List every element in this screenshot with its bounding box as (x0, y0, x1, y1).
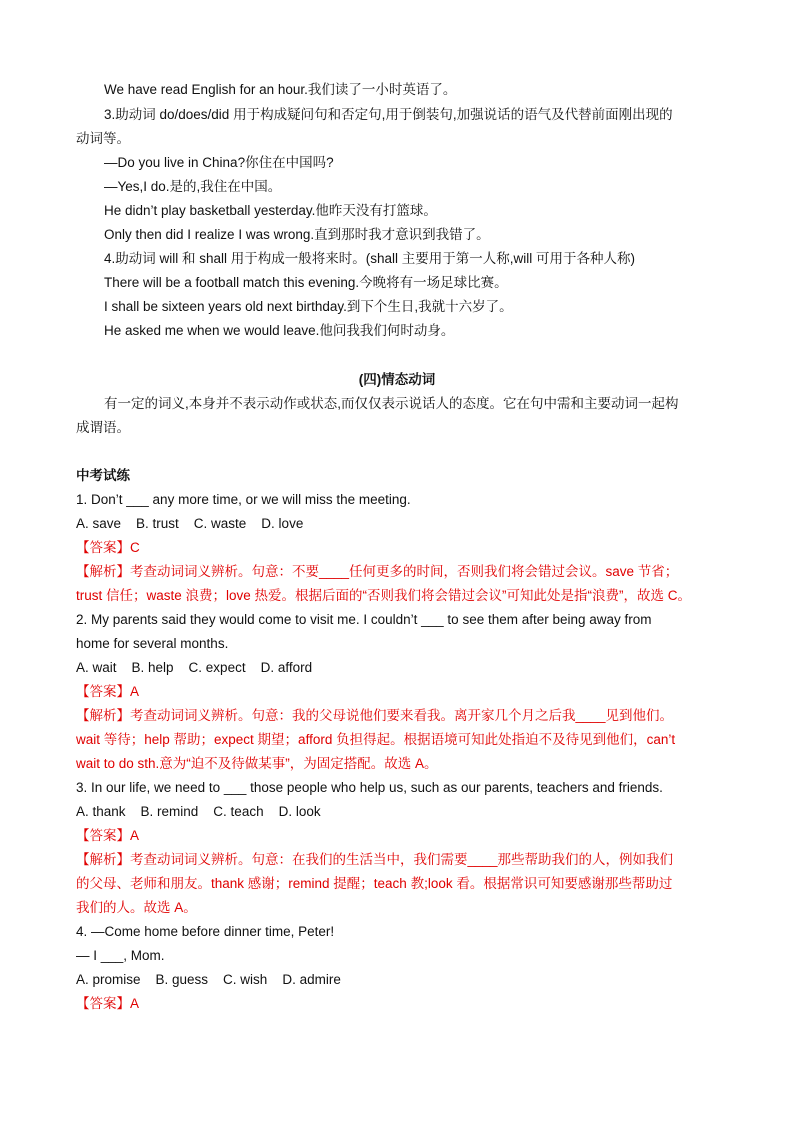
analysis-text: 【解析】考查动词词义辨析。句意：在我们的生活当中，我们需要____那些帮助我们的人，例如我们 (76, 852, 674, 867)
question-options: A. save B. trust C. waste D. love (76, 516, 304, 531)
question-options: A. wait B. help C. expect D. afford (76, 660, 313, 675)
grammar-example-line: He didn’t play basketball yesterday.他昨天没有打篮球。 (104, 203, 437, 218)
question-stem: 1. Don’t ___ any more time, or we will miss the meeting. (76, 492, 411, 507)
dialogue-question: —Do you live in China?你住在中国吗? (104, 155, 334, 170)
grammar-example-line: He asked me when we would leave.他问我我们何时动身。 (104, 323, 455, 338)
question-stem: 2. My parents said they would come to visit me. I couldn’t ___ to see them after being away from (76, 612, 652, 627)
section-description-cont: 成谓语。 (76, 420, 130, 435)
question-stem: 3. In our life, we need to ___ those people who help us, such as our parents, teachers and friends. (76, 780, 663, 795)
analysis-text: wait to do sth.意为“迫不及待做某事”，为固定搭配。故选 A。 (76, 756, 438, 771)
grammar-rule-4: 4.助动词 will 和 shall 用于构成一般将来时。(shall 主要用于第一人称,will 可用于各种人称) (104, 251, 636, 266)
grammar-example-line: I shall be sixteen years old next birthday.到下个生日,我就十六岁了。 (104, 299, 513, 314)
question-stem: 4. —Come home before dinner time, Peter! (76, 924, 335, 939)
question-stem-cont: home for several months. (76, 636, 229, 651)
grammar-rule-3: 3.助动词 do/does/did 用于构成疑问句和否定句,用于倒装句,加强说话的语气及代替前面刚出现的 (104, 107, 673, 122)
analysis-text: 【解析】考查动词词义辨析。句意：不要____任何更多的时间，否则我们将会错过会议。save 节省； (76, 564, 679, 579)
section-description: 有一定的词义,本身并不表示动作或状态,而仅仅表示说话人的态度。它在句中需和主要动词一起构 (104, 396, 679, 411)
analysis-text: 【解析】考查动词词义辨析。句意：我的父母说他们要来看我。离开家几个月之后我____见到他们。 (76, 708, 674, 723)
analysis-text: wait 等待；help 帮助；expect 期望；afford 负担得起。根据语境可知此处指迫不及待见到他们，can’t (76, 732, 676, 747)
answer-label: 【答案】C (76, 540, 140, 555)
section-title: (四)情态动词 (358, 372, 436, 387)
answer-label: 【答案】A (76, 684, 140, 699)
question-options: A. thank B. remind C. teach D. look (76, 804, 321, 819)
analysis-text: trust 信任；waste 浪费；love 热爱。根据后面的“否则我们将会错过会议”可知此处是指“浪费”，故选 C。 (76, 588, 692, 603)
dialogue-answer: —Yes,I do.是的,我住在中国。 (104, 179, 282, 194)
analysis-text: 我们的人。故选 A。 (76, 900, 197, 915)
grammar-example-line: There will be a football match this evening.今晚将有一场足球比赛。 (104, 275, 508, 290)
question-stem-cont: — I ___, Mom. (76, 948, 165, 963)
exercise-heading: 中考试练 (76, 468, 130, 483)
question-options: A. promise B. guess C. wish D. admire (76, 972, 341, 987)
analysis-text: 的父母、老师和朋友。thank 感谢；remind 提醒；teach 教;look 看。根据常识可知要感谢那些帮助过 (76, 876, 673, 891)
grammar-example-line: We have read English for an hour.我们读了一小时英语了。 (104, 82, 457, 97)
grammar-rule-3-cont: 动词等。 (76, 131, 130, 146)
answer-label: 【答案】A (76, 996, 140, 1011)
grammar-example-line: Only then did I realize I was wrong.直到那时我才意识到我错了。 (104, 227, 490, 242)
answer-label: 【答案】A (76, 828, 140, 843)
